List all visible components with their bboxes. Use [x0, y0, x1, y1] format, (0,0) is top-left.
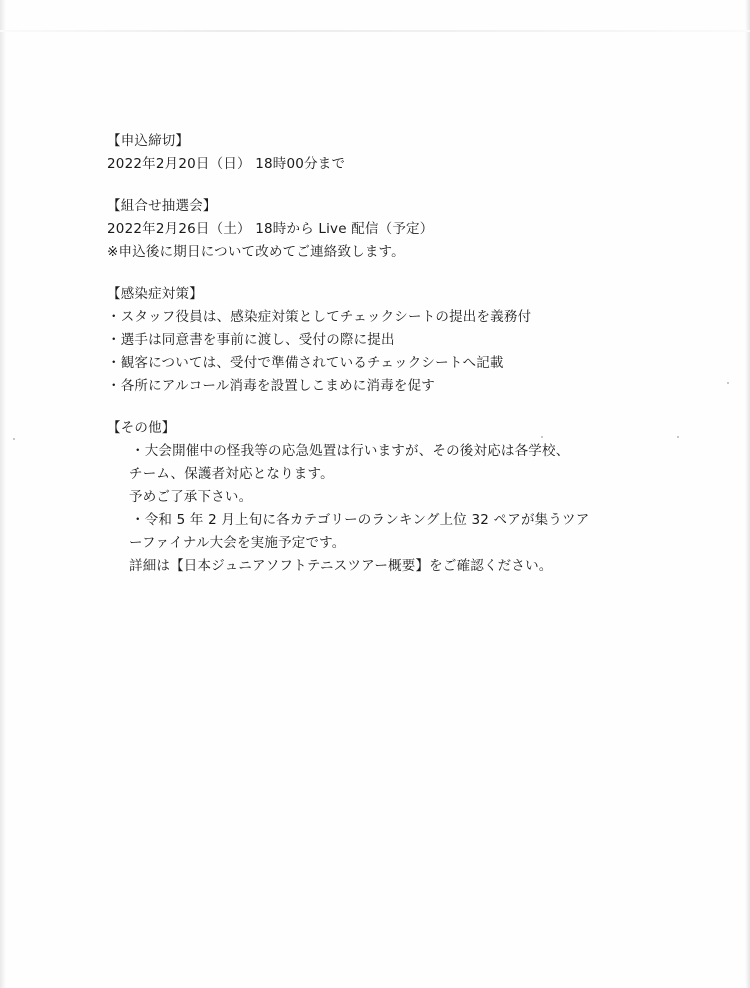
deadline-section: [107, 130, 667, 176]
draw-note: ※申込後に期日について改めてご連絡致します。: [107, 244, 405, 260]
infection-item: ・スタッフ役員は、感染症対策としてチェックシートの提出を義務付: [107, 309, 532, 325]
other-item-continued: チーム、保護者対応となります。: [129, 466, 334, 482]
other-item: ・大会開催中の怪我等の応急処置は行いますが、その後対応は各学校、: [131, 443, 570, 459]
scan-speck: [727, 382, 729, 384]
deadline-date: 2022年2月20日（日） 18時00分まで: [107, 156, 346, 172]
other-item-continued: 予めご了承下さい。: [129, 489, 253, 505]
other-item-continued: ーファイナル大会を実施予定です。: [129, 535, 346, 551]
draw-section: [107, 195, 667, 264]
deadline-heading: 【申込締切】: [107, 133, 190, 149]
other-heading: 【その他】: [107, 420, 176, 436]
infection-heading: 【感染症対策】: [107, 286, 203, 302]
page-left-edge: [0, 0, 6, 988]
document-body: [107, 130, 667, 597]
infection-item: ・各所にアルコール消毒を設置しこまめに消毒を促す: [107, 378, 435, 394]
page-right-edge: [745, 0, 750, 988]
other-item-continued: 詳細は【日本ジュニアソフトテニスツアー概要】をご確認ください。: [129, 558, 553, 574]
infection-item: ・観客については、受付で準備されているチェックシートへ記載: [107, 355, 504, 371]
scan-speck: [677, 436, 679, 438]
infection-section: [107, 283, 667, 398]
infection-item: ・選手は同意書を事前に渡し、受付の際に提出: [107, 332, 395, 348]
other-section: [107, 417, 667, 578]
other-item: ・令和 5 年 2 月上旬に各カテゴリーのランキング上位 32 ペアが集うツア: [131, 512, 590, 528]
scan-speck: [13, 438, 15, 440]
draw-date: 2022年2月26日（土） 18時から Live 配信（予定）: [107, 221, 434, 237]
scan-top-line: [0, 30, 750, 32]
draw-heading: 【組合せ抽選会】: [107, 198, 217, 214]
